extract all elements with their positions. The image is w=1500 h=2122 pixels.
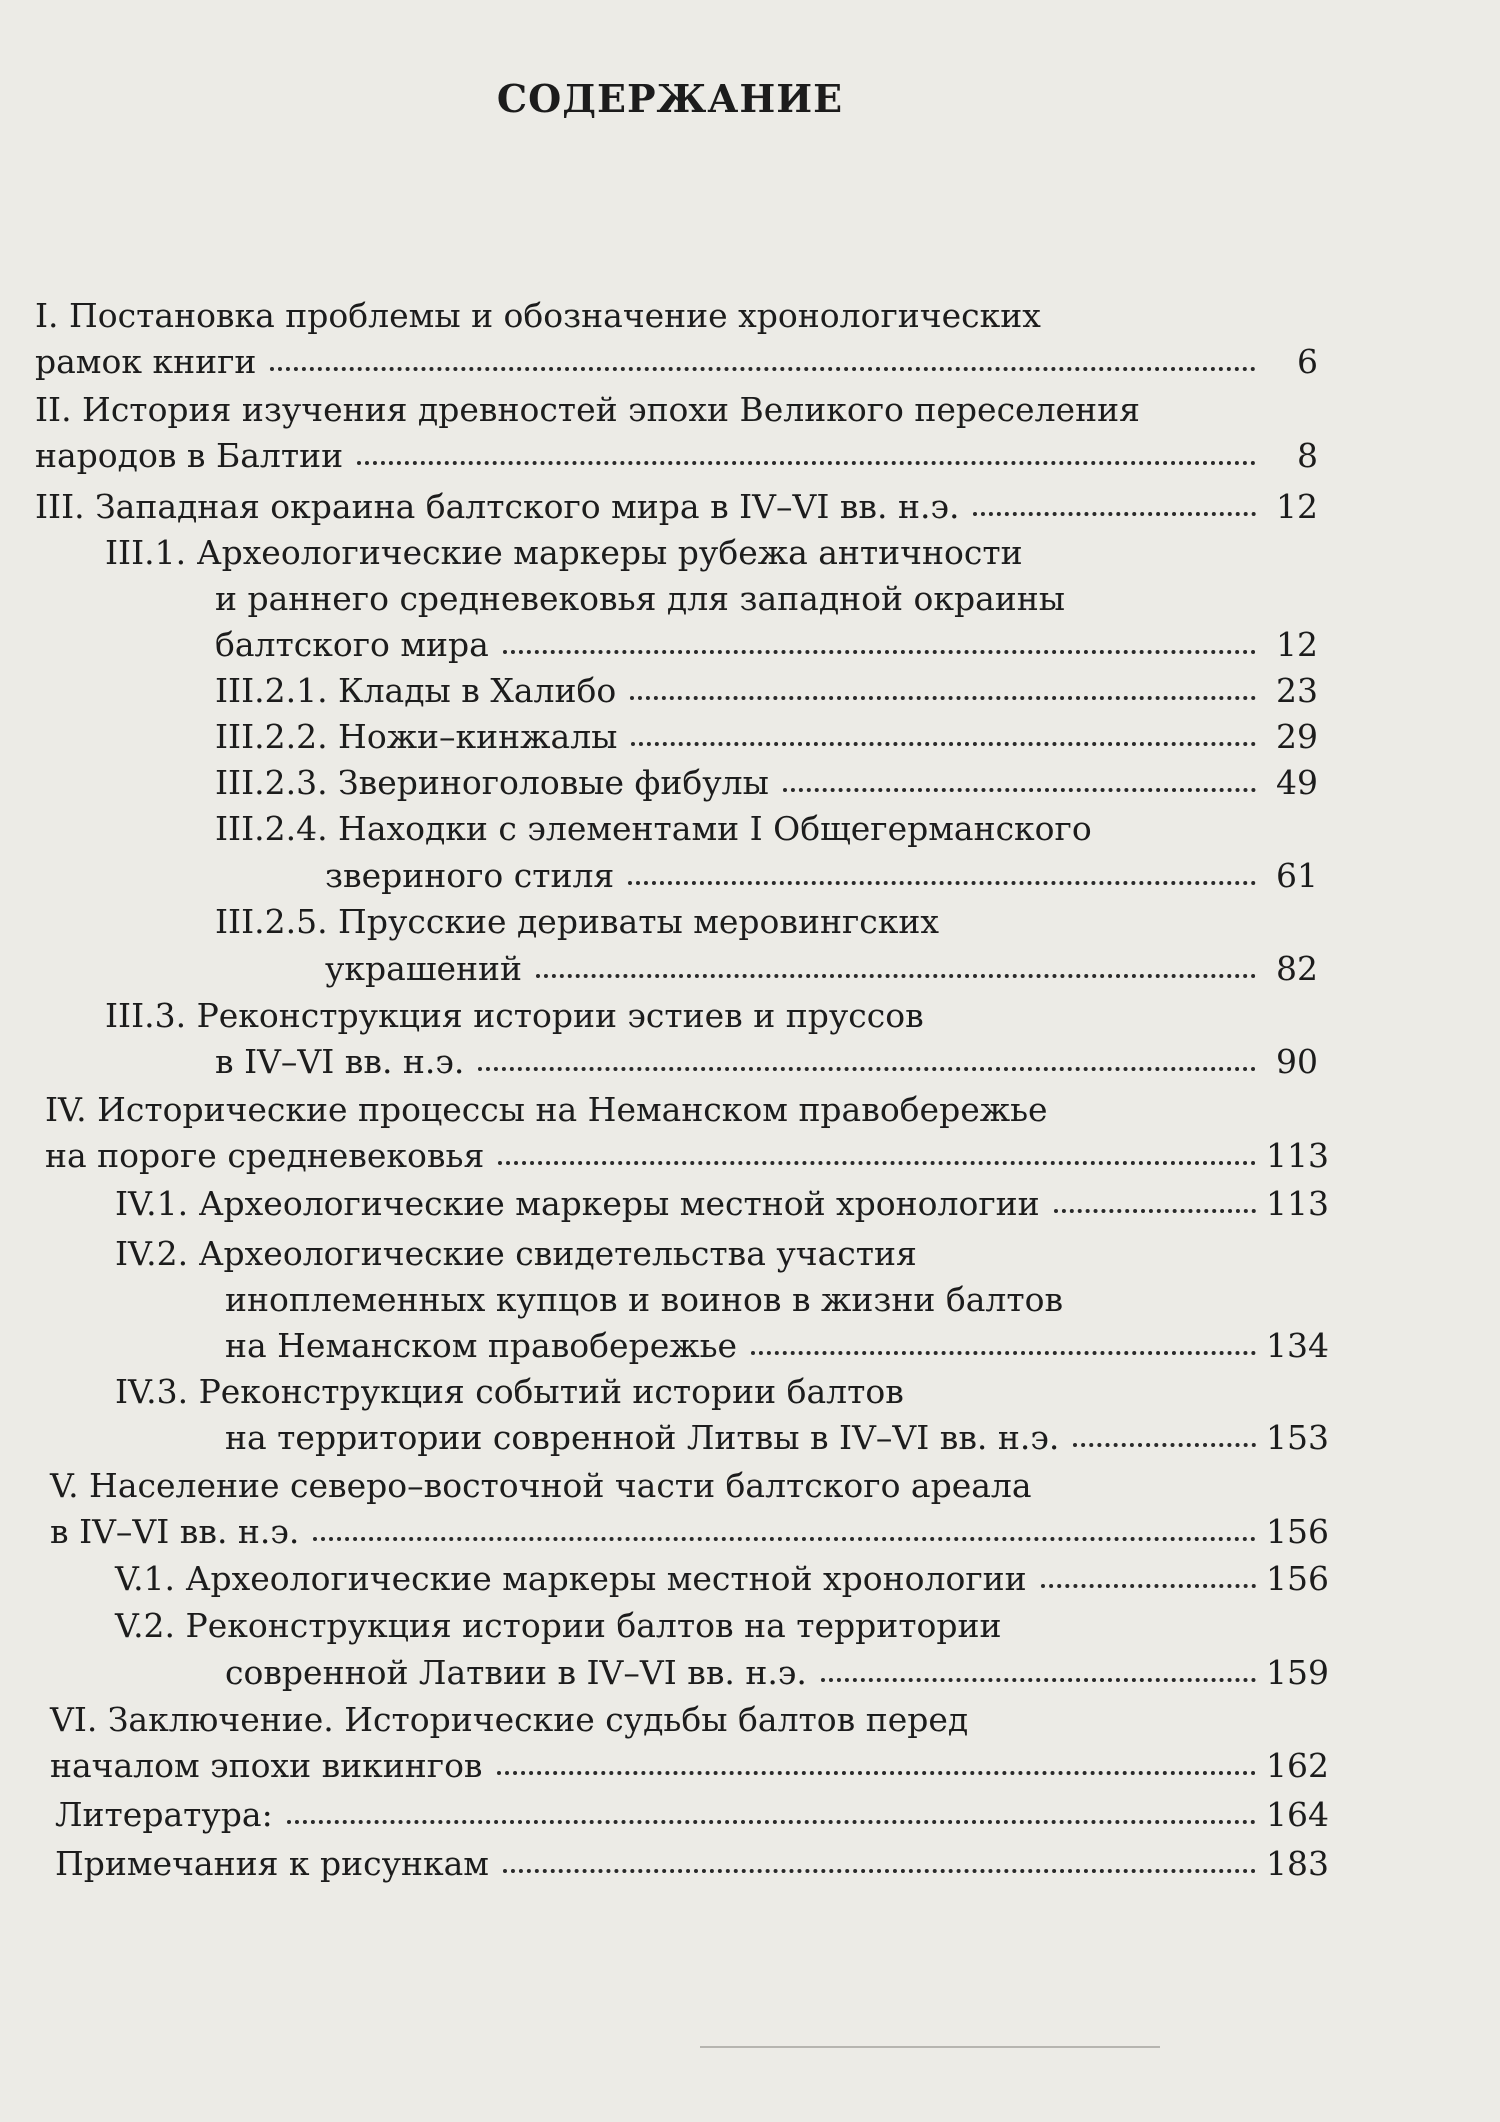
toc-entry — [55, 1840, 1329, 1888]
toc-entry — [215, 667, 1318, 715]
dot-leader — [821, 1678, 1256, 1682]
toc-entry — [325, 852, 1318, 900]
toc-entry — [225, 1414, 1329, 1462]
toc-page-number: 159 — [1266, 1653, 1329, 1692]
page-title: СОДЕРЖАНИЕ — [496, 76, 844, 121]
dot-leader — [1073, 1443, 1256, 1447]
toc-entry-text: IV.2. Археологические свидетельства участия — [115, 1234, 917, 1273]
toc-entry — [215, 575, 1318, 623]
dot-leader — [498, 1161, 1256, 1165]
dot-leader — [1041, 1584, 1256, 1588]
toc-entry-text: III.2.5. Прусские дериваты меровингских — [215, 902, 939, 941]
toc-entry — [225, 1322, 1329, 1370]
dot-leader — [783, 788, 1256, 792]
toc-page-number: 153 — [1266, 1418, 1329, 1457]
toc-entry — [50, 1696, 1318, 1744]
toc-entry — [105, 529, 1318, 577]
toc-page-number: 183 — [1266, 1844, 1329, 1883]
toc-page-number: 156 — [1266, 1512, 1329, 1551]
toc-entry-text: V.2. Реконструкция истории балтов на территории — [115, 1606, 1002, 1645]
toc-page-number: 82 — [1276, 949, 1318, 988]
toc-entry — [215, 1038, 1318, 1086]
dot-leader — [313, 1537, 1256, 1541]
toc-page-number: 29 — [1276, 717, 1318, 756]
toc-entry — [215, 805, 1318, 853]
toc-entry — [215, 621, 1318, 669]
dot-leader — [357, 461, 1256, 465]
toc-entry-text: на территории совренной Литвы в IV–VI вв. н.э. — [225, 1418, 1060, 1457]
toc-entry-text: балтского мира — [215, 625, 489, 664]
toc-entry — [115, 1555, 1329, 1603]
toc-entry — [35, 338, 1318, 386]
toc-page-number: 12 — [1276, 487, 1318, 526]
toc-entry-text: I. Постановка проблемы и обозначение хронологических — [35, 296, 1041, 335]
toc-entry — [35, 386, 1318, 434]
bottom-rule — [700, 2046, 1160, 2048]
toc-entry — [55, 1791, 1329, 1839]
toc-entry-text: III.2.1. Клады в Халибо — [215, 671, 617, 710]
dot-leader — [478, 1067, 1256, 1071]
toc-entry — [215, 759, 1318, 807]
dot-leader — [973, 512, 1256, 516]
toc-entry-text: III. Западная окраина балтского мира в IV–VI вв. н.э. — [35, 487, 960, 526]
toc-entry-text: VI. Заключение. Исторические судьбы балтов перед — [50, 1700, 969, 1739]
toc-entry-text: началом эпохи викингов — [50, 1746, 483, 1785]
toc-entry-text: в IV–VI вв. н.э. — [50, 1512, 300, 1551]
dot-leader — [270, 367, 1256, 371]
dot-leader — [630, 696, 1256, 700]
toc-entry-text: украшений — [325, 949, 523, 988]
toc-entry — [215, 713, 1318, 761]
toc-entry-text: Примечания к рисункам — [55, 1844, 489, 1883]
toc-entry — [50, 1742, 1329, 1790]
toc-entry-text: III.2.2. Ножи–кинжалы — [215, 717, 618, 756]
toc-entry-text: звериного стиля — [325, 856, 615, 895]
toc-page-number: 113 — [1266, 1184, 1329, 1223]
toc-entry-text: III.2.3. Звериноголовые фибулы — [215, 763, 769, 802]
dot-leader — [1054, 1209, 1256, 1213]
toc-page-number: 8 — [1297, 436, 1318, 475]
toc-entry-text: иноплеменных купцов и воинов в жизни балтов — [225, 1280, 1064, 1319]
toc-entry — [225, 1649, 1329, 1697]
toc-entry — [50, 1462, 1318, 1510]
toc-page-number: 113 — [1266, 1136, 1329, 1175]
dot-leader — [536, 974, 1256, 978]
toc-page-number: 164 — [1266, 1795, 1329, 1834]
toc-entry-text: на Неманском правобережье — [225, 1326, 738, 1365]
toc-entry — [115, 1368, 1318, 1416]
toc-entry — [50, 1508, 1329, 1556]
toc-entry-text: V.1. Археологические маркеры местной хронологии — [115, 1559, 1027, 1598]
dot-leader — [503, 650, 1256, 654]
toc-entry — [215, 898, 1318, 946]
toc-entry-text: в IV–VI вв. н.э. — [215, 1042, 465, 1081]
toc-page-number: 23 — [1276, 671, 1318, 710]
dot-leader — [503, 1869, 1256, 1873]
toc-entry — [45, 1086, 1318, 1134]
toc-entry-text: рамок книги — [35, 342, 257, 381]
toc-page-number: 156 — [1266, 1559, 1329, 1598]
toc-entry-text: IV.3. Реконструкция событий истории балтов — [115, 1372, 904, 1411]
toc-page-number: 90 — [1276, 1042, 1318, 1081]
toc-entry-text: народов в Балтии — [35, 436, 344, 475]
toc-entry-text: III.1. Археологические маркеры рубежа античности — [105, 533, 1023, 572]
toc-entry — [115, 1602, 1318, 1650]
toc-entry-text: совренной Латвии в IV–VI вв. н.э. — [225, 1653, 807, 1692]
toc-entry-text: III.3. Реконструкция истории эстиев и пруссов — [105, 996, 924, 1035]
dot-leader — [628, 881, 1256, 885]
toc-entry — [115, 1230, 1318, 1278]
toc-entry — [105, 992, 1318, 1040]
toc-entry — [35, 292, 1318, 340]
toc-entry-text: и раннего средневековья для западной окраины — [215, 579, 1066, 618]
toc-entry-text: на пороге средневековья — [45, 1136, 485, 1175]
toc-entry-text: IV.1. Археологические маркеры местной хронологии — [115, 1184, 1040, 1223]
dot-leader — [497, 1771, 1256, 1775]
dot-leader — [631, 742, 1256, 746]
toc-entry — [35, 483, 1318, 531]
toc-entry-text: IV. Исторические процессы на Неманском правобережье — [45, 1090, 1048, 1129]
toc-page-number: 49 — [1276, 763, 1318, 802]
toc-page-number: 162 — [1266, 1746, 1329, 1785]
toc-page-number: 61 — [1276, 856, 1318, 895]
toc-page-number: 134 — [1266, 1326, 1329, 1365]
toc-page-number: 12 — [1276, 625, 1318, 664]
toc-entry-text: II. История изучения древностей эпохи Великого переселения — [35, 390, 1140, 429]
toc-entry-text: III.2.4. Находки с элементами I Общегерманского — [215, 809, 1092, 848]
toc-page-number: 6 — [1297, 342, 1318, 381]
toc-entry — [45, 1132, 1329, 1180]
toc-entry — [35, 432, 1318, 480]
dot-leader — [751, 1351, 1256, 1355]
toc-entry — [225, 1276, 1318, 1324]
toc-entry-text: V. Население северо–восточной части балтского ареала — [50, 1466, 1032, 1505]
toc-entry — [325, 945, 1318, 993]
dot-leader — [287, 1820, 1256, 1824]
toc-entry-text: Литература: — [55, 1795, 273, 1834]
toc-entry — [115, 1180, 1329, 1228]
